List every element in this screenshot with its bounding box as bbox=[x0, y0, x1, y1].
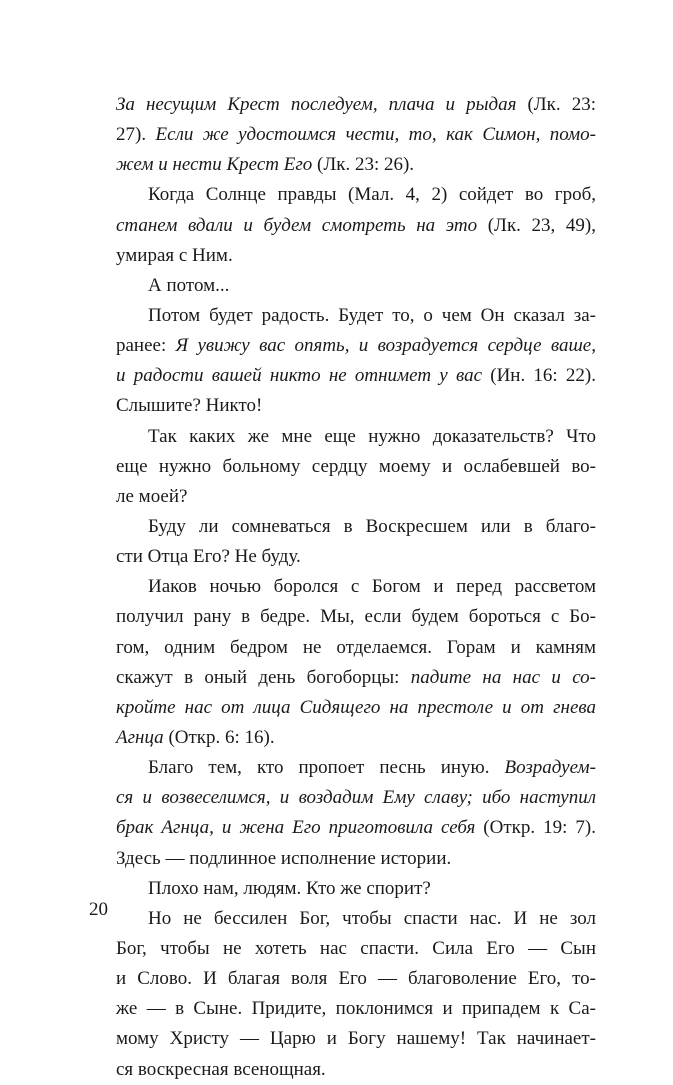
text-run: (Лк. 23, 49), bbox=[477, 214, 596, 236]
text-run: Благо тем, кто пропоет песнь иную. bbox=[148, 757, 505, 779]
text-run: умирая с Ним. bbox=[116, 244, 233, 266]
text-run: гом, одним бедром не отделаемся. Горам и камням bbox=[116, 636, 596, 658]
text-run: Когда Солнце правды (Мал. 4, 2) сойдет во гроб, bbox=[148, 184, 596, 206]
text-line bbox=[116, 844, 596, 874]
text-line bbox=[116, 904, 596, 934]
text-run: же — в Сыне. Придите, поклонимся и припадем к Са- bbox=[116, 998, 596, 1020]
text-run: 27). bbox=[116, 124, 156, 146]
text-line bbox=[116, 150, 596, 180]
text-line bbox=[116, 391, 596, 421]
text-line bbox=[116, 180, 596, 210]
text-run: (Ин. 16: 22). bbox=[482, 365, 596, 387]
text-line bbox=[116, 271, 596, 301]
italic-quote: ся и возвеселимся, и воздадим Ему славу; ибо наступил bbox=[116, 787, 596, 809]
italic-quote: падите на нас и со- bbox=[410, 666, 596, 688]
italic-quote: Агнца bbox=[116, 726, 164, 748]
text-run: получил рану в бедре. Мы, если будем бороться с Бо- bbox=[116, 606, 596, 628]
italic-quote: Если же удостоимся чести, то, как Симон, помо- bbox=[155, 124, 597, 146]
text-line bbox=[116, 813, 596, 843]
text-line bbox=[116, 542, 596, 572]
text-run: А потом... bbox=[148, 274, 230, 296]
text-run: Потом будет радость. Будет то, о чем Он сказал за- bbox=[148, 304, 596, 326]
text-line bbox=[116, 964, 596, 994]
text-run: (Откр. 6: 16). bbox=[163, 726, 275, 748]
text-line bbox=[116, 361, 596, 391]
text-run: Буду ли сомневаться в Воскресшем или в благо- bbox=[148, 515, 596, 537]
text-line bbox=[116, 90, 596, 120]
text-run: ся воскресная всенощная. bbox=[116, 1058, 326, 1080]
text-line bbox=[116, 241, 596, 271]
text-run: ранее: bbox=[116, 335, 176, 357]
italic-quote: брак Агнца, и жена Его приготовила себя bbox=[116, 817, 476, 839]
text-run: еще нужно больному сердцу моему и ослабевшей во- bbox=[116, 455, 596, 477]
text-run: Бог, чтобы не хотеть нас спасти. Сила Его — Сын bbox=[116, 937, 596, 959]
text-run: (Лк. 23: 26). bbox=[312, 154, 415, 176]
text-line bbox=[116, 753, 596, 783]
italic-quote: и радости вашей никто не отнимет у вас bbox=[116, 365, 483, 387]
text-line bbox=[116, 482, 596, 512]
text-run: (Лк. 23: bbox=[516, 94, 596, 115]
text-line bbox=[116, 663, 596, 693]
text-run: сти Отца Его? Не буду. bbox=[116, 546, 301, 568]
text-line bbox=[116, 1024, 596, 1054]
text-run: (Откр. 19: 7). bbox=[475, 817, 596, 839]
text-line bbox=[116, 874, 596, 904]
text-line bbox=[116, 994, 596, 1024]
text-line bbox=[116, 331, 596, 361]
text-line bbox=[116, 452, 596, 482]
text-line bbox=[116, 723, 596, 753]
italic-quote: За несущим Крест последуем, плача и рыдая bbox=[116, 94, 517, 115]
text-line bbox=[116, 602, 596, 632]
text-run: ле моей? bbox=[116, 485, 188, 507]
text-line bbox=[116, 120, 596, 150]
page-number: 20 bbox=[89, 899, 108, 920]
text-line bbox=[116, 934, 596, 964]
text-run: мому Христу — Царю и Богу нашему! Так начинает- bbox=[116, 1028, 596, 1050]
italic-quote: станем вдали и будем смотреть на это bbox=[116, 214, 478, 236]
text-run: Так каких же мне еще нужно доказательств? Что bbox=[148, 425, 596, 447]
body-text bbox=[116, 90, 596, 1085]
text-run: Слышите? Никто! bbox=[116, 395, 263, 417]
text-run: Здесь — подлинное исполнение истории. bbox=[116, 847, 452, 869]
italic-quote: Я увижу вас опять, и возрадуется сердце ваше, bbox=[175, 335, 596, 357]
text-line bbox=[116, 693, 596, 723]
text-run: Плохо нам, людям. Кто же спорит? bbox=[148, 877, 431, 899]
text-line bbox=[116, 422, 596, 452]
italic-quote: жем и нести Крест Его bbox=[116, 154, 313, 176]
text-line bbox=[116, 572, 596, 602]
text-line bbox=[116, 783, 596, 813]
italic-quote: Возрадуем- bbox=[504, 757, 596, 779]
text-run: скажут в оный день богоборцы: bbox=[116, 666, 411, 688]
text-line bbox=[116, 633, 596, 663]
text-line bbox=[116, 512, 596, 542]
text-run: и Слово. И благая воля Его — благоволение Его, то- bbox=[116, 968, 596, 990]
text-line bbox=[116, 1055, 596, 1085]
text-line bbox=[116, 301, 596, 331]
text-run: Иаков ночью боролся с Богом и перед рассветом bbox=[148, 576, 596, 598]
italic-quote: кройте нас от лица Сидящего на престоле и от гнева bbox=[116, 696, 596, 718]
text-line bbox=[116, 211, 596, 241]
text-run: Но не бессилен Бог, чтобы спасти нас. И не зол bbox=[148, 907, 596, 929]
